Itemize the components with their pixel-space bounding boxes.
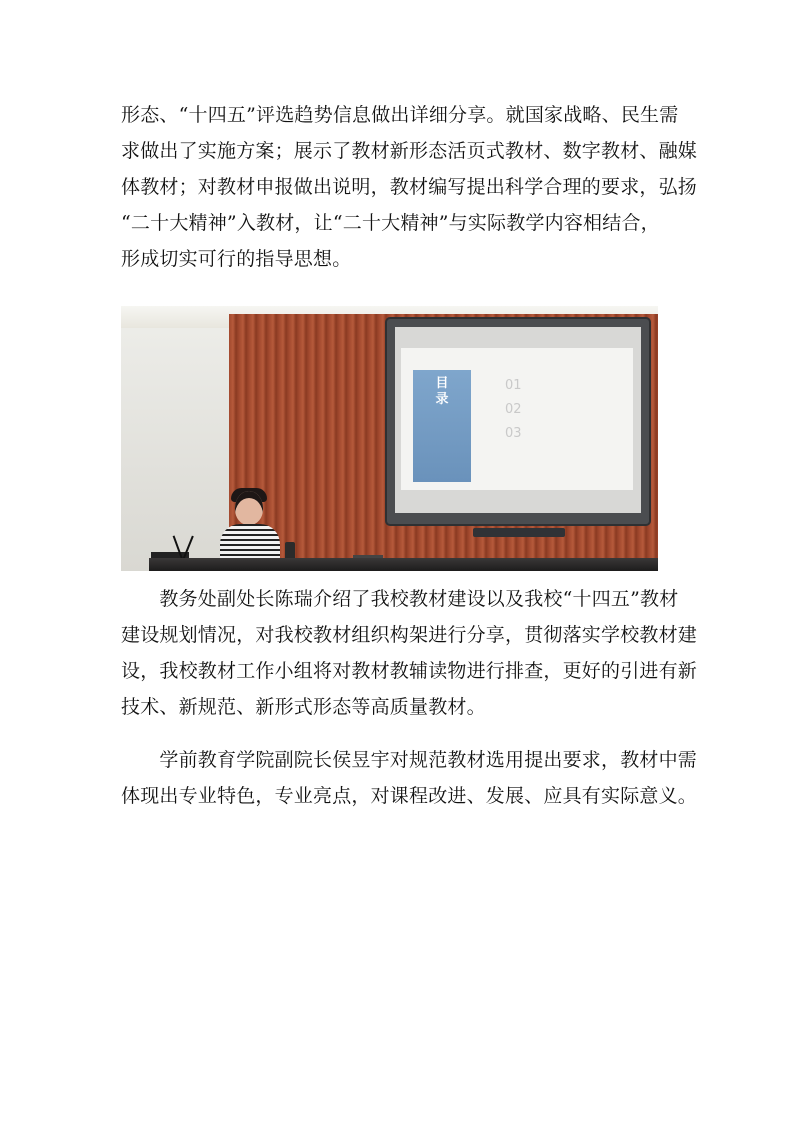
text-line: 技术、新规范、新形式形态等高质量教材。	[121, 696, 486, 718]
text-line: 建设规划情况，对我校教材组织构架进行分享，贯彻落实学校教材建	[121, 624, 698, 646]
text-line: 体现出专业特色，专业亮点，对课程改进、发展、应具有实际意义。	[121, 785, 698, 807]
text-line: 形成切实可行的指导思想。	[121, 248, 352, 270]
desk	[149, 558, 658, 571]
presenter-head	[235, 491, 263, 525]
slide-item: 02	[505, 402, 522, 417]
slide-item: 01	[505, 378, 522, 393]
text-line: 形态、“十四五”评选趋势信息做出详细分享。就国家战略、民生需	[121, 104, 679, 126]
paragraph-3	[121, 742, 698, 814]
paragraph-2	[121, 581, 698, 725]
text-line: 求做出了实施方案；展示了教材新形态活页式教材、数字教材、融媒	[121, 140, 698, 162]
text-line: 体教材；对教材申报做出说明，教材编写提出科学合理的要求，弘扬	[121, 176, 698, 198]
text-line: “二十大精神”入教材，让“二十大精神”与实际教学内容相结合，	[121, 212, 660, 234]
slide-item: 03	[505, 426, 522, 441]
text-line: 教务处副处长陈瑞介绍了我校教材建设以及我校“十四五”教材	[121, 588, 679, 610]
slide-title: 目录	[435, 376, 449, 407]
meeting-photo	[121, 306, 658, 571]
paragraph-1	[121, 97, 698, 277]
wall	[121, 306, 233, 571]
text-line: 设，我校教材工作小组将对教材教辅读物进行排查，更好的引进有新	[121, 660, 698, 682]
slide-title-card	[413, 370, 471, 482]
projected-slide	[401, 348, 633, 490]
text-line: 学前教育学院副院长侯昱宇对规范教材选用提出要求，教材中需	[121, 749, 698, 771]
